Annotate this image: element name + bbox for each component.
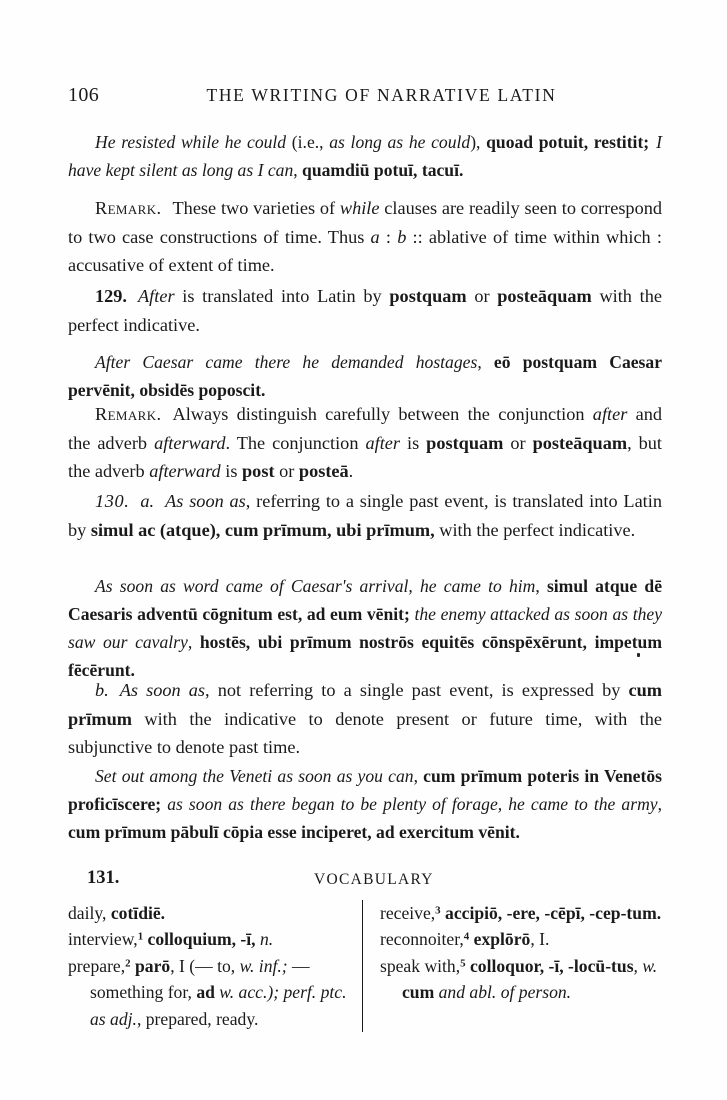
vocab-footnote-marker: 5 <box>460 957 466 970</box>
vocabulary-section-number: 131. <box>87 868 120 888</box>
ex4-english-1: Set out among the Veneti as soon as you can <box>95 766 414 786</box>
vocab-entry <box>380 926 662 952</box>
remark-2-italic-after-2: after <box>365 432 400 453</box>
vocabulary-header <box>68 868 662 894</box>
section-129-latin-2: posteāquam <box>497 286 592 306</box>
vocab-footnote-marker: 1 <box>137 930 144 943</box>
example-paragraph-1 <box>68 128 662 184</box>
vocab-footnote-marker: 3 <box>435 904 441 917</box>
ex1-english-1: He resisted while he could <box>95 132 287 152</box>
vocab-la: cotīdiē. <box>110 903 166 923</box>
ex3-english-2: the enemy attacked as soon as they saw our cavalry <box>68 604 662 652</box>
ex4-latin-2: cum prīmum pābulī cōpia esse inciperet, ad exercitum vēnit. <box>68 822 520 842</box>
vocab-en: daily, <box>68 903 111 923</box>
running-head <box>68 84 660 108</box>
remark-1-label: Remark. <box>95 198 162 218</box>
ex1-english-2: as long as he could <box>329 132 471 152</box>
vocab-la-2: cum <box>401 982 435 1003</box>
vocab-la: accipiō, -ere, -cēpī, -cep-tum. <box>440 903 662 923</box>
ex3-comma-1: , <box>535 576 547 596</box>
vocabulary-left-column <box>68 900 362 1032</box>
section-130a-latin: simul ac (atque), cum prīmum, ubi prīmum, <box>90 519 435 540</box>
remark-2-text-6: , but the adverb <box>68 432 662 482</box>
vocab-tail: , prepared, ready. <box>136 1008 259 1029</box>
remark-1-text-2: clauses are readily seen to correspond to two case constructions of time. Thus <box>68 198 662 247</box>
vocab-la: explōrō <box>469 929 531 950</box>
vocab-footnote-marker: 4 <box>463 930 470 943</box>
ex3-english-1: As soon as word came of Caesar's arrival, he came to him <box>95 576 536 596</box>
remark-1-var-b: b <box>397 226 407 247</box>
section-130-number: 130. <box>95 491 130 511</box>
vocab-note-1: , w. <box>633 955 658 976</box>
remark-2-text-9: . <box>348 461 354 482</box>
remark-1-text-1: These two varieties of <box>172 198 340 218</box>
vocab-la: colloquium, -ī, <box>143 929 260 950</box>
vocab-footnote-marker: 2 <box>125 957 131 970</box>
remark-2-text-7: is <box>220 461 243 482</box>
remark-2-latin-3: post <box>242 461 275 482</box>
section-130a-letter: a. <box>140 491 155 511</box>
vocab-entry <box>68 953 352 1032</box>
section-130b-keyword: As soon as <box>119 680 206 700</box>
remark-2-text-8: or <box>274 461 299 482</box>
ex4-comma-2: , <box>657 794 662 814</box>
remark-2-text-2: and the adverb <box>68 404 663 453</box>
vocab-cont: — something for, <box>90 955 310 1003</box>
vocab-la: colloquor, -ī, -locū-tus <box>465 955 634 976</box>
section-129 <box>68 282 662 339</box>
vocab-entry <box>380 900 662 926</box>
section-130a-text-2: with the perfect indicative. <box>434 519 636 540</box>
vocab-en: interview, <box>68 929 138 950</box>
vocab-en: reconnoiter, <box>379 929 464 950</box>
page-number: 106 <box>68 84 100 106</box>
vocab-entry <box>68 900 352 926</box>
vocab-entry <box>68 926 352 952</box>
section-129-text-1: is translated into Latin by <box>174 286 390 306</box>
remark-1-text-4: :: ablative of time within which : accusative of extent of time. <box>68 226 662 276</box>
ex3-comma-2: , <box>187 632 200 652</box>
section-130b-latin: cum prīmum <box>68 680 662 729</box>
section-129-text-2: or <box>466 286 498 306</box>
ex1-latin-2: quamdiū potuī, tacuī. <box>302 160 464 180</box>
ex1-gloss-close: ), <box>470 132 487 152</box>
vocab-gender: n. <box>259 929 274 950</box>
vocab-la-2: ad <box>196 982 215 1003</box>
vocab-entry <box>380 953 662 1006</box>
section-130a-text-1: , referring to a single past event, is translated into Latin by <box>68 491 662 540</box>
section-129-number: 129. <box>95 286 127 306</box>
section-130b-text-2: with the indicative to denote present or future time, with the subjunctive to denote past time. <box>68 708 662 758</box>
vocab-la: parō <box>130 955 171 976</box>
vocab-note-1: w. inf.; <box>239 955 288 976</box>
section-130b <box>68 676 662 762</box>
remark-2-text-1: Always distinguish carefully between the conjunction <box>172 404 593 424</box>
remark-paragraph-2 <box>68 400 662 486</box>
vocab-note-2: and abl. of person. <box>434 982 572 1003</box>
vocabulary-title: VOCABULARY <box>314 871 434 888</box>
ex4-english-2: as soon as there began to be plenty of forage, he came to the army <box>161 794 658 814</box>
section-130a-keyword: As soon as <box>165 491 246 511</box>
ex2-english: After Caesar came there he demanded hostages <box>95 352 478 372</box>
remark-paragraph-1 <box>68 194 662 280</box>
remark-2-text-4: is <box>400 432 427 453</box>
section-129-keyword: After <box>138 286 175 306</box>
ex4-comma-1: , <box>413 766 424 786</box>
section-129-latin-1: postquam <box>389 286 467 306</box>
vocabulary-right-column <box>362 900 662 1032</box>
remark-1-text-3: : <box>379 226 398 247</box>
ex2-comma: , <box>477 352 494 372</box>
vocab-note-2: w. acc.); <box>214 982 284 1003</box>
remark-2-italic-after-1: after <box>592 404 628 424</box>
remark-2-label: Remark. <box>95 404 162 424</box>
ex3-latin-1: simul atque dē Caesaris adventū cōgnitum est, ad eum vēnit; <box>68 576 662 624</box>
remark-2-text-3: . The conjunction <box>225 432 366 453</box>
remark-2-italic-afterward-2: afterward <box>149 461 221 482</box>
ex1-english-3: I have kept silent as long as I can <box>68 132 663 180</box>
ex1-gloss-open: (i.e., <box>291 132 330 152</box>
remark-2-latin-2: posteāquam <box>532 432 628 453</box>
remark-1-var-a: a <box>370 226 380 247</box>
example-paragraph-4 <box>68 762 662 846</box>
example-paragraph-3 <box>68 572 662 684</box>
running-head-title: THE WRITING OF NARRATIVE LATIN <box>206 85 557 105</box>
section-129-text-3: with the perfect indicative. <box>68 286 662 335</box>
section-130b-text-1: , not referring to a single past event, is expressed by <box>205 680 629 700</box>
ex4-latin-1: cum prīmum poteris in Venetōs proficīscere; <box>68 766 662 814</box>
remark-2-text-5: or <box>503 432 533 453</box>
remark-2-latin-1: postquam <box>426 432 504 453</box>
ex1-latin-1: quoad potuit, restitit; <box>486 132 650 152</box>
scan-artifact-speck <box>637 653 640 657</box>
vocab-parts: , I (— to, <box>170 955 240 976</box>
remark-2-italic-afterward-1: afterward <box>154 432 226 453</box>
remark-1-italic-while: while <box>339 198 380 218</box>
vocab-en: receive, <box>379 903 436 923</box>
vocab-note-3: perf. ptc. as adj. <box>90 982 347 1029</box>
remark-2-latin-4: posteā <box>298 461 349 482</box>
ex3-latin-2: hostēs, ubi prīmum nostrōs equitēs cōnspēxērunt, impetum fēcērunt. <box>68 632 663 680</box>
vocab-en: prepare, <box>68 955 126 976</box>
example-paragraph-2 <box>68 348 662 404</box>
vocab-tail: , I. <box>530 929 550 950</box>
section-130b-letter: b. <box>95 680 109 700</box>
ex1-comma: , <box>293 160 303 180</box>
section-130a <box>68 487 662 544</box>
vocabulary-columns <box>68 900 662 1032</box>
vocab-en: speak with, <box>379 955 461 976</box>
ex2-latin: eō postquam Caesar pervēnit, obsidēs poposcit. <box>68 352 662 400</box>
